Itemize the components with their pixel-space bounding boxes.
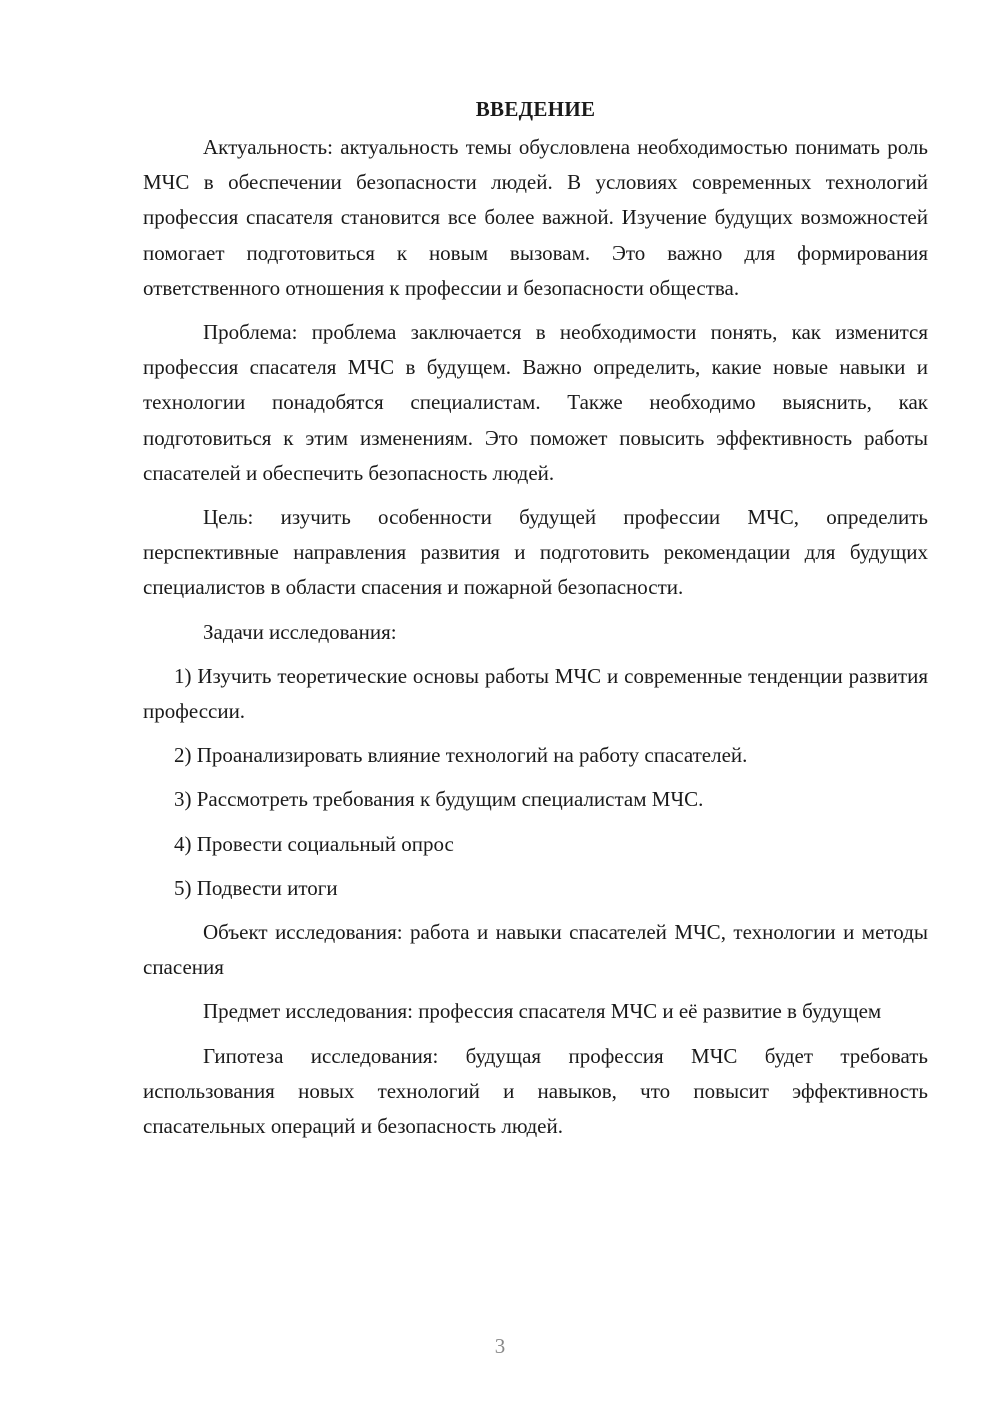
task-item-3: 3) Рассмотреть требования к будущим специалистам МЧС. [174, 787, 704, 812]
paragraph-subject: Предмет исследования: профессия спасателя МЧС и её развитие в будущем [203, 999, 882, 1024]
paragraph-relevance: Актуальность: актуальность темы обусловлена необходимостью понимать роль МЧС в обеспечении безопасности людей. В условиях современных технологий профессия спасателя становится все более важной. Изучение будущих возможностей помогает подготовиться к новым вызовам. Это важно для формирования ответственного отношения к профессии и безопасности общества. [143, 135, 928, 300]
task-item-5: 5) Подвести итоги [174, 875, 338, 900]
paragraph-goal: Цель: изучить особенности будущей профессии МЧС, определить перспективные направления развития и подготовить рекомендации для будущих специалистов в области спасения и пожарной безопасности. [143, 505, 928, 600]
page-number: 3 [494, 1334, 506, 1358]
tasks-heading: Задачи исследования: [203, 619, 397, 644]
paragraph-hypothesis: Гипотеза исследования: будущая профессия МЧС будет требовать использования новых технологий и навыков, что повысит эффективность спасательных операций и безопасность людей. [143, 1043, 928, 1139]
task-item-4: 4) Провести социальный опрос [174, 831, 454, 856]
document-page [143, 92, 928, 1153]
paragraph-object: Объект исследования: работа и навыки спасателей МЧС, технологии и методы спасения [143, 920, 928, 980]
task-item-2: 2) Проанализировать влияние технологий на работу спасателей. [174, 743, 748, 768]
paragraph-problem: Проблема: проблема заключается в необходимости понять, как изменится профессия спасателя МЧС в будущем. Важно определить, какие новые навыки и технологии понадобятся специалистам. Также необходимо выяснить, как подготовиться к этим изменениям. Это поможет повысить эффективность работы спасателей и обеспечить безопасность людей. [143, 320, 928, 485]
task-item-1: 1) Изучить теоретические основы работы МЧС и современные тенденции развития профессии. [143, 663, 928, 724]
section-title: ВВЕДЕНИЕ [475, 97, 596, 121]
